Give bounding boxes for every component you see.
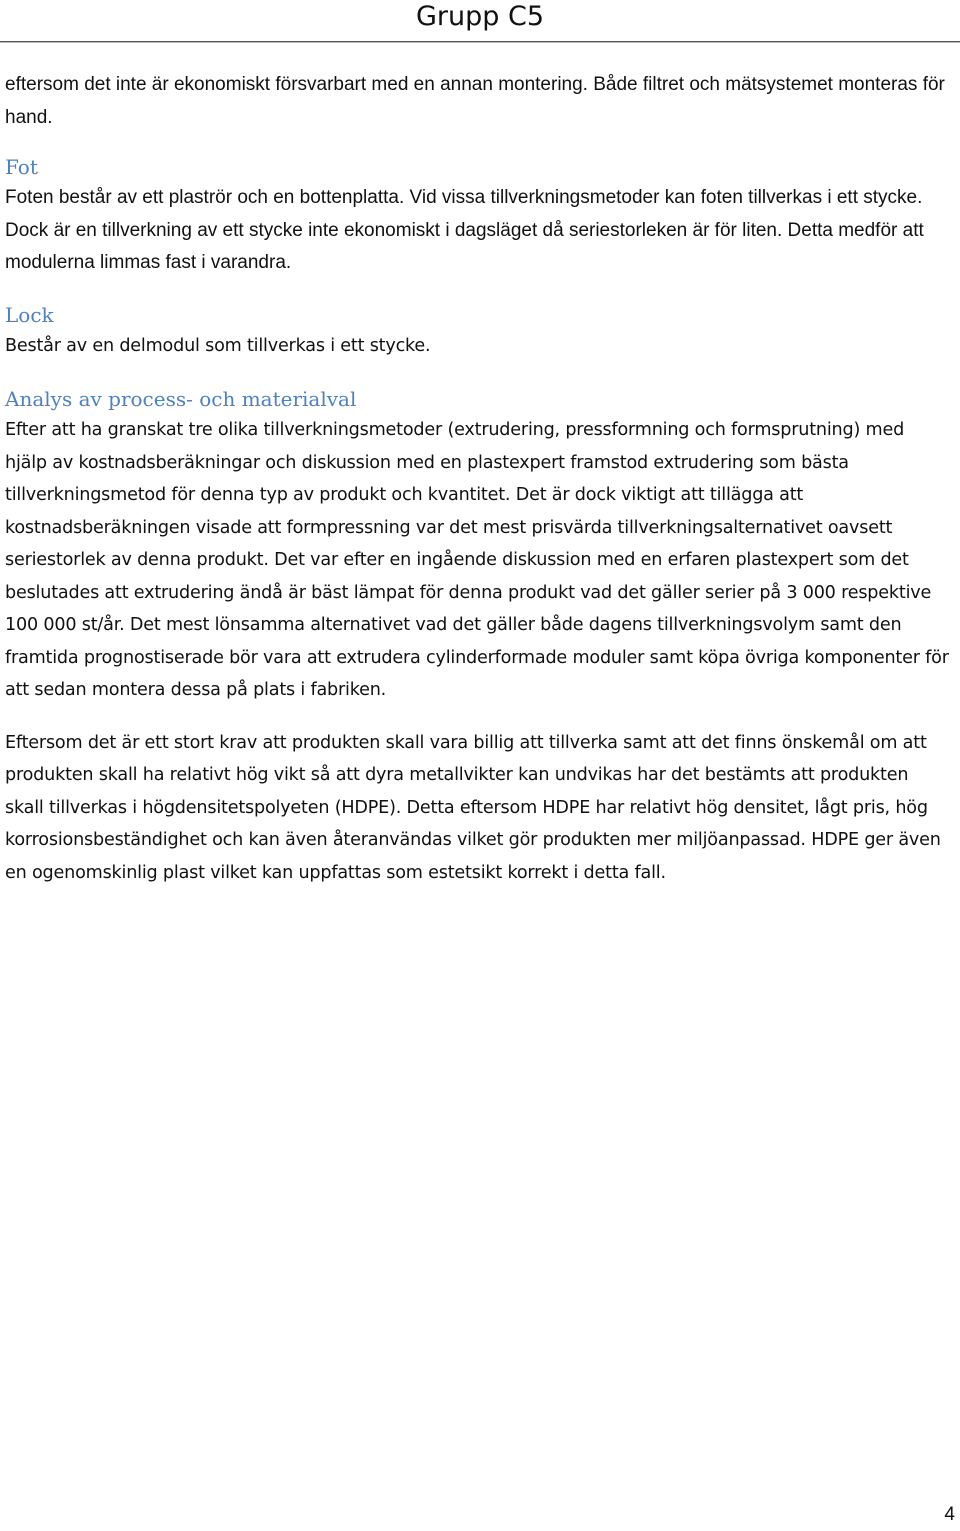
analys-paragraph-2: Eftersom det är ett stort krav att produkten skall vara billig att tillverka samt att det finns önskemål om att produkten skall ha relativt hög vikt så att dyra metallvikter kan undvikas har det bestämts att produkten skall tillverkas i högdensitetspolyeten (HDPE). Detta eftersom HDPE har relativt hög densitet, lågt pris, hög korrosionsbeständighet och kan även återanvändas vilket gör produkten mer miljöanpassad. HDPE ger även en ogenomskinlig plast vilket kan uppfattas som estetsikt korrekt i detta fall. (5, 732, 941, 883)
fot-paragraph: Foten består av ett plaströr och en bottenplatta. Vid vissa tillverkningsmetoder kan foten tillverkas i ett stycke. Dock är en tillverkning av ett stycke inte ekonomiskt i dagsläget då seriestorleken är för liten. Detta medför att modulerna limmas fast i varandra. (5, 187, 924, 273)
header-title: Grupp C5 (415, 1, 545, 32)
page-number: 4 (944, 1504, 955, 1525)
analys-paragraph-1: Efter att ha granskat tre olika tillverkningsmetoder (extrudering, pressformning och formsprutning) med hjälp av kostnadsberäkningar och diskussion med en plastexpert framstod extrudering som bästa tillverkningsmetod för denna typ av produkt och kvantitet. Det är dock viktigt att tillägga att kostnadsberäkningen visade att formpressning var det mest prisvärda tillverkningsalternativet oavsett seriestorlek av denna produkt. Det var efter en ingående diskussion med en erfaren plastexpert som det beslutades att extrudering ändå är bäst lämpat för denna produkt vad det gäller serier på 3 000 respektive 100 000 st/år. Det mest lönsamma alternativet vad det gäller både dagens tillverkningsvolym samt den framtida prognostiserade bör vara att extrudera cylinderformade moduler samt köpa övriga komponenter för att sedan montera dessa på plats i fabriken. (5, 420, 949, 700)
section-heading-lock: Lock (5, 302, 54, 327)
header-rule (0, 41, 960, 43)
lock-paragraph: Består av en delmodul som tillverkas i ett stycke. (5, 335, 431, 356)
document-body (5, 69, 950, 889)
page-header (0, 0, 960, 44)
intro-paragraph: eftersom det inte är ekonomiskt försvarbart med en annan montering. Både filtret och mätsystemet monteras för hand. (5, 74, 945, 128)
section-heading-fot: Fot (5, 155, 38, 179)
section-heading-analys: Analys av process- och materialval (5, 387, 357, 411)
